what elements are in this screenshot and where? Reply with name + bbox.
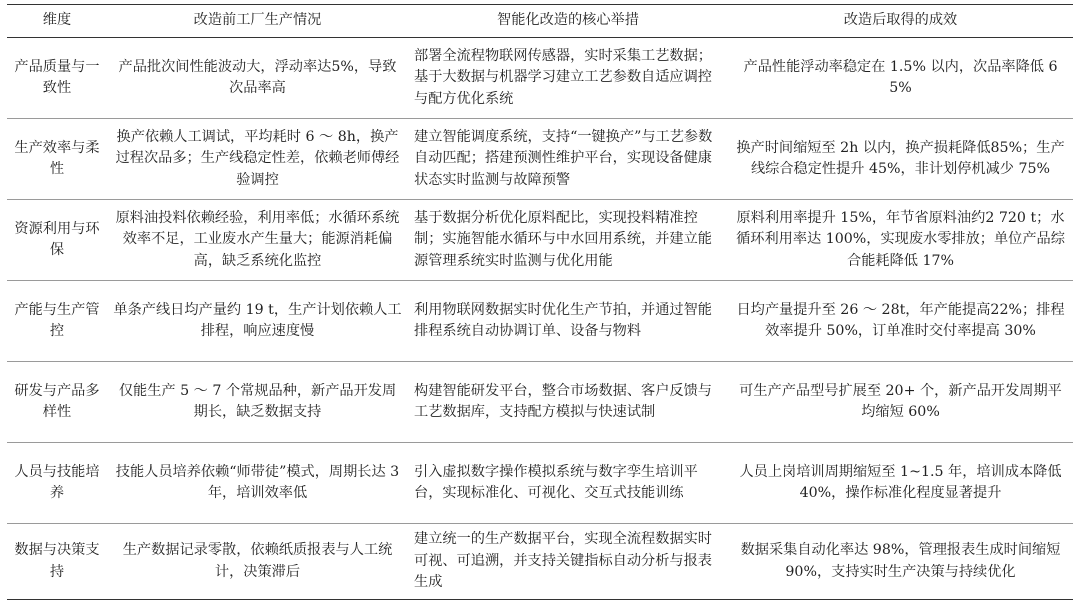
cell-dimension: 产品质量与一致性 <box>7 38 107 119</box>
table-row <box>7 119 1073 200</box>
cell-measures: 构建智能研发平台，整合市场数据、客户反馈与工艺数据库，支持配方模拟与快速试制 <box>408 362 728 443</box>
cell-before: 原料油投料依赖经验，利用率低；水循环系统效率不足，工业废水产生量大；能源消耗偏高，缺乏系统化监控 <box>107 200 408 281</box>
cell-before: 换产依赖人工调试，平均耗时 6 ～ 8h，换产过程次品多；生产线稳定性差，依赖老师傅经验调控 <box>107 119 408 200</box>
cell-before: 生产数据记录零散，依赖纸质报表与人工统计，决策滞后 <box>107 524 408 600</box>
table-row <box>7 200 1073 281</box>
cell-dimension: 生产效率与柔性 <box>7 119 107 200</box>
cell-result: 人员上岗培训周期缩短至 1~1.5 年，培训成本降低 40%，操作标准化程度显著提升 <box>728 443 1073 524</box>
cell-result: 产品性能浮动率稳定在 1.5% 以内，次品率降低 65% <box>728 38 1073 119</box>
table-header-row <box>7 5 1073 38</box>
cell-before: 产品批次间性能波动大，浮动率达5%，导致次品率高 <box>107 38 408 119</box>
cell-measures: 部署全流程物联网传感器，实时采集工艺数据；基于大数据与机器学习建立工艺参数自适应调控与配方优化系统 <box>408 38 728 119</box>
header-before: 改造前工厂生产情况 <box>107 5 408 38</box>
table-row <box>7 443 1073 524</box>
cell-dimension: 资源利用与环保 <box>7 200 107 281</box>
table-row <box>7 281 1073 362</box>
comparison-table <box>7 4 1073 600</box>
cell-dimension: 数据与决策支持 <box>7 524 107 600</box>
cell-measures: 建立智能调度系统，支持“一键换产”与工艺参数自动匹配；搭建预测性维护平台，实现设备健康状态实时监测与故障预警 <box>408 119 728 200</box>
cell-before: 仅能生产 5 ～ 7 个常规品种，新产品开发周期长，缺乏数据支持 <box>107 362 408 443</box>
table-row <box>7 38 1073 119</box>
cell-result: 原料利用率提升 15%，年节省原料油约2 720 t；水循环利用率达 100%，实现废水零排放；单位产品综合能耗降低 17% <box>728 200 1073 281</box>
cell-measures: 基于数据分析优化原料配比，实现投料精准控制；实施智能水循环与中水回用系统，并建立能源管理系统实时监测与优化用能 <box>408 200 728 281</box>
cell-result: 换产时间缩短至 2h 以内，换产损耗降低85%；生产线综合稳定性提升 45%，非计划停机减少 75% <box>728 119 1073 200</box>
header-result: 改造后取得的成效 <box>728 5 1073 38</box>
cell-dimension: 产能与生产管控 <box>7 281 107 362</box>
cell-dimension: 人员与技能培养 <box>7 443 107 524</box>
table-row <box>7 524 1073 600</box>
cell-measures: 建立统一的生产数据平台，实现全流程数据实时可视、可追溯，并支持关键指标自动分析与报表生成 <box>408 524 728 600</box>
table-row <box>7 362 1073 443</box>
cell-result: 日均产量提升至 26 ～ 28t，年产能提高22%；排程效率提升 50%，订单准时交付率提高 30% <box>728 281 1073 362</box>
cell-dimension: 研发与产品多样性 <box>7 362 107 443</box>
header-measures: 智能化改造的核心举措 <box>408 5 728 38</box>
cell-before: 单条产线日均产量约 19 t，生产计划依赖人工排程，响应速度慢 <box>107 281 408 362</box>
cell-result: 可生产产品型号扩展至 20+ 个，新产品开发周期平均缩短 60% <box>728 362 1073 443</box>
cell-measures: 利用物联网数据实时优化生产节拍，并通过智能排程系统自动协调订单、设备与物料 <box>408 281 728 362</box>
cell-measures: 引入虚拟数字操作模拟系统与数字孪生培训平台，实现标准化、可视化、交互式技能训练 <box>408 443 728 524</box>
cell-result: 数据采集自动化率达 98%，管理报表生成时间缩短 90%，支持实时生产决策与持续优化 <box>728 524 1073 600</box>
header-dimension: 维度 <box>7 5 107 38</box>
cell-before: 技能人员培养依赖“师带徒”模式，周期长达 3 年，培训效率低 <box>107 443 408 524</box>
